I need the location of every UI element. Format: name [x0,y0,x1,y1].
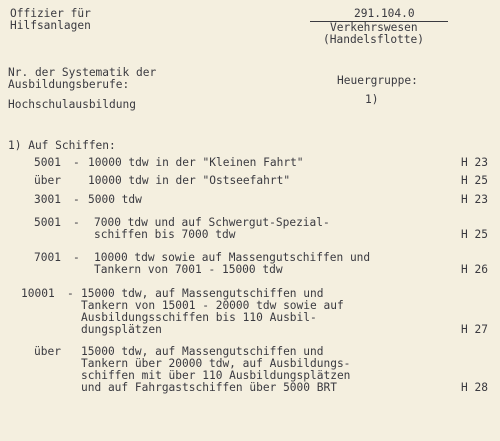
row-grade: H 25 [461,174,488,187]
systematik-label-line2: Ausbildungsberufe: [8,78,130,91]
systematik-label-line1: Nr. der Systematik der [8,66,157,79]
row-grade: H 23 [461,156,488,169]
row-separator: - [73,251,80,264]
systematik-value: Hochschulausbildung [8,98,136,111]
classification-code: 291.104.0 [354,7,415,20]
row-from: 10001 [21,287,55,300]
row-grade: H 23 [461,193,488,206]
row-separator: - [73,216,80,229]
heuergruppe-value: 1) [365,93,379,106]
row-from: über [34,345,61,358]
row-description: 15000 tdw, auf Massengutschiffen und Tankern von 15001 - 20000 tdw sowie auf Ausbildungsschiffen bis 110 Ausbil- dungsplätzen [81,287,344,336]
section-title: 1) Auf Schiffen: [8,139,116,152]
row-grade: H 28 [461,381,488,394]
row-grade: H 27 [461,323,488,336]
row-from: 3001 [34,193,61,206]
row-description: 10000 tdw sowie auf Massengutschiffen und Tankern von 7001 - 15000 tdw [94,251,371,276]
row-description: 10000 tdw in der "Ostseefahrt" [88,174,291,187]
row-description: 7000 tdw und auf Schwergut-Spezial- schiffen bis 7000 tdw [94,216,330,241]
row-from: 7001 [34,251,61,264]
row-description: 5000 tdw [88,193,142,206]
heuergruppe-label: Heuergruppe: [337,74,418,87]
department-line2: (Handelsflotte) [323,33,425,46]
row-separator: - [67,287,74,300]
row-description: 10000 tdw in der "Kleinen Fahrt" [88,156,304,169]
row-from: 5001 [34,156,61,169]
row-from: 5001 [34,216,61,229]
row-separator: - [73,193,80,206]
row-from: über [34,174,61,187]
department-line1: Verkehrswesen [330,21,418,34]
row-description: 15000 tdw, auf Massengutschiffen und Tankern über 20000 tdw, auf Ausbildungs- schiffen mit über 110 Ausbildungsplätzen und auf Fahrgastschiffen über 5000 BRT [81,345,351,394]
row-grade: H 26 [461,263,488,276]
job-title-line1: Offizier für [10,7,91,20]
row-grade: H 25 [461,228,488,241]
job-title-line2: Hilfsanlagen [10,19,91,32]
row-separator: - [73,156,80,169]
